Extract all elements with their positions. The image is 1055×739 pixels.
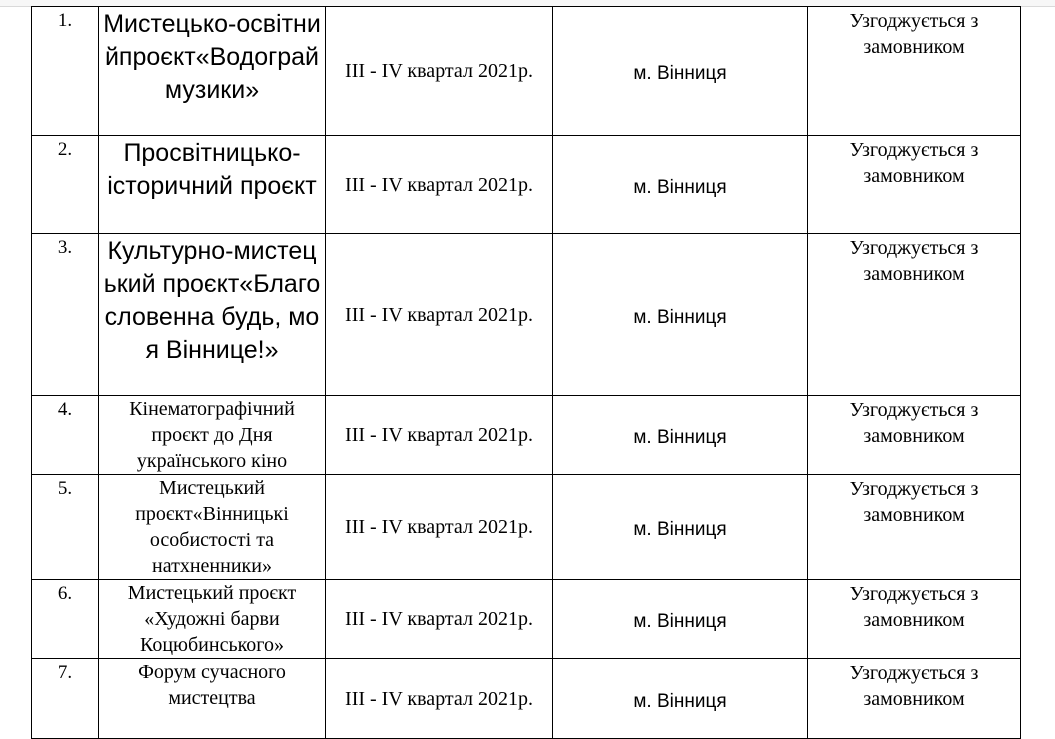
financing-cell: Узгоджується з замовником <box>808 234 1021 396</box>
project-name-cell <box>99 659 326 739</box>
period-cell: ІІІ - IV квартал 2021р. <box>326 396 553 475</box>
place-cell: м. Вінниця <box>553 580 808 659</box>
financing-cell: Узгоджується з замовником <box>808 7 1021 136</box>
place-cell: м. Вінниця <box>553 659 808 739</box>
financing-cell: Узгоджується з замовником <box>808 136 1021 234</box>
table-row <box>32 136 1021 234</box>
project-name-cell <box>99 234 326 396</box>
period-cell: ІІІ - IV квартал 2021р. <box>326 7 553 136</box>
row-number: 3. <box>32 234 99 396</box>
period-cell: ІІІ - IV квартал 2021р. <box>326 475 553 580</box>
place-cell: м. Вінниця <box>553 234 808 396</box>
project-name: Мистецький проєкт«Вінницькі особистості та натхненники» <box>135 477 289 577</box>
project-name: Мистецький проєкт «Художні барви Коцюбинського» <box>127 582 297 656</box>
table-row <box>32 659 1021 739</box>
project-name: Кінематографічний проєкт до Дня українського кіно <box>129 398 295 472</box>
project-name-cell <box>99 7 326 136</box>
row-number: 2. <box>32 136 99 234</box>
table-row <box>32 396 1021 475</box>
project-name-cell <box>99 396 326 475</box>
row-number: 5. <box>32 475 99 580</box>
project-name: Форум сучасного мистецтва <box>138 661 286 709</box>
financing-cell: Узгоджується з замовником <box>808 659 1021 739</box>
place-cell: м. Вінниця <box>553 136 808 234</box>
financing-cell: Узгоджується з замовником <box>808 580 1021 659</box>
project-name-cell <box>99 136 326 234</box>
row-number: 4. <box>32 396 99 475</box>
table-row <box>32 7 1021 136</box>
table-row <box>32 234 1021 396</box>
period-cell: ІІІ - IV квартал 2021р. <box>326 234 553 396</box>
place-cell: м. Вінниця <box>553 7 808 136</box>
row-number: 1. <box>32 7 99 136</box>
table-row <box>32 580 1021 659</box>
row-number: 6. <box>32 580 99 659</box>
period-cell: ІІІ - IV квартал 2021р. <box>326 580 553 659</box>
events-table <box>31 6 1021 739</box>
row-number: 7. <box>32 659 99 739</box>
project-name: Культурно-мистецький проєкт«Благословенна будь, моя Віннице!» <box>103 237 321 364</box>
financing-cell: Узгоджується з замовником <box>808 475 1021 580</box>
place-cell: м. Вінниця <box>553 396 808 475</box>
project-name: Мистецько-освітнийпроєкт«Водограймузики» <box>103 10 321 104</box>
project-name-cell <box>99 580 326 659</box>
table-row <box>32 475 1021 580</box>
period-cell: ІІІ - IV квартал 2021р. <box>326 659 553 739</box>
project-name: Просвітницько-історичний проєкт <box>107 139 317 200</box>
financing-cell: Узгоджується з замовником <box>808 396 1021 475</box>
period-cell: ІІІ - IV квартал 2021р. <box>326 136 553 234</box>
place-cell: м. Вінниця <box>553 475 808 580</box>
project-name-cell <box>99 475 326 580</box>
